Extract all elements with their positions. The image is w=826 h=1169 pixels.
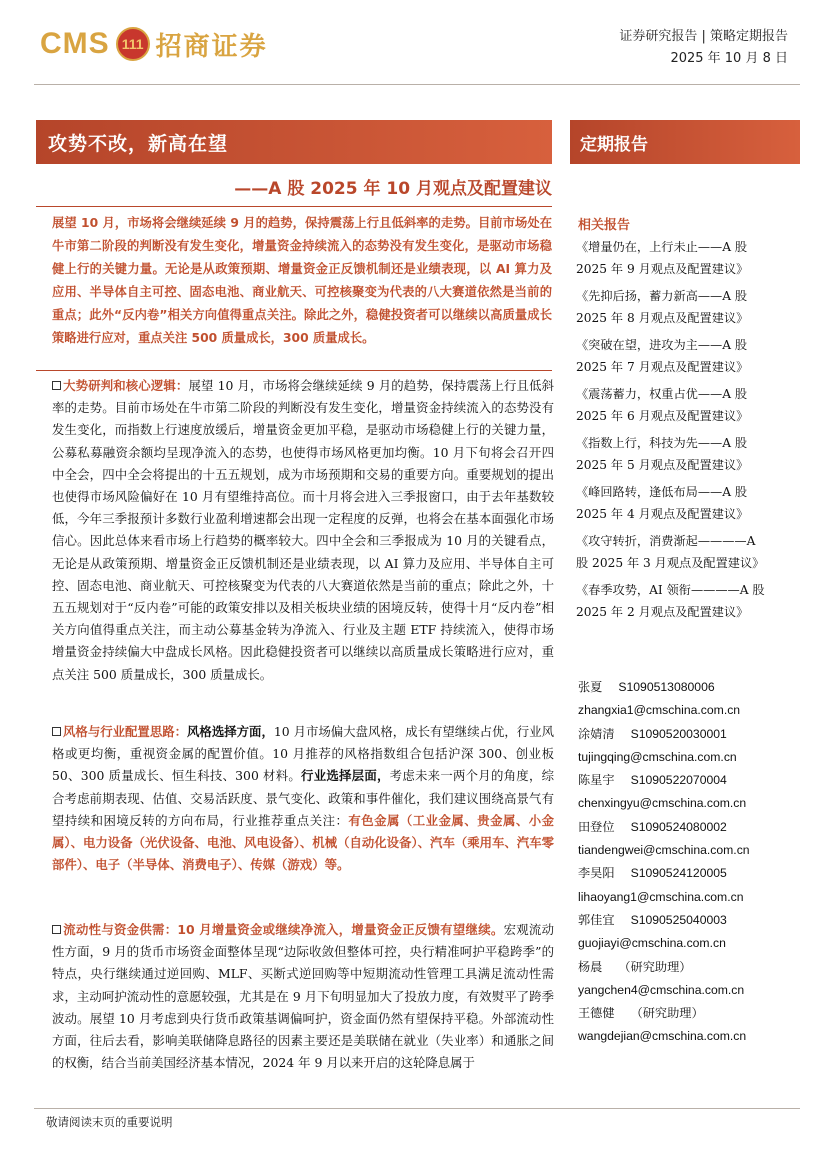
related-report-link[interactable]: 《增量仍在，上行未止——A 股 2025 年 9 月观点及配置建议》 — [576, 240, 749, 276]
logo-latin: CMS — [40, 27, 110, 60]
footer-note: 敬请阅读末页的重要说明 — [46, 1115, 173, 1129]
analyst-role: （研究助理） — [618, 959, 692, 974]
section-body: 10 月市场偏大盘风格，成长有望继续占优，行业风格或更均衡，重视资金属的配置价值。10 月推荐的风格指数组合包括沪深 300、创业板 50、300 质量成长、恒生科技、300 材料。 — [52, 724, 555, 784]
analyst-email[interactable]: wangdejian@cmschina.com.cn — [578, 1029, 747, 1044]
analyst-name-row — [578, 816, 798, 839]
analyst-email[interactable]: chenxingyu@cmschina.com.cn — [578, 796, 747, 811]
summary-divider — [36, 370, 552, 371]
section-style-industry — [52, 721, 554, 876]
related-reports-title: 相关报告 — [578, 218, 631, 233]
analyst-name-row — [578, 862, 798, 885]
analyst-email[interactable]: guojiayi@cmschina.com.cn — [578, 936, 726, 951]
analyst-name-row — [578, 723, 798, 746]
analyst-name: 杨晨 — [578, 959, 603, 974]
bold-phrase: 风格选择方面， — [187, 724, 274, 739]
analyst-email[interactable]: tujingqing@cmschina.com.cn — [578, 749, 737, 764]
checkbox-bullet-icon — [52, 727, 61, 736]
analyst-name-row — [578, 1002, 798, 1025]
analyst-role: （研究助理） — [630, 1006, 704, 1021]
analyst-code: S1090525040003 — [630, 912, 727, 927]
page-subtitle: ——A 股 2025 年 10 月观点及配置建议 — [234, 179, 552, 199]
company-logo — [40, 22, 268, 66]
analyst-email[interactable]: lihaoyang1@cmschina.com.cn — [578, 889, 744, 904]
title-band — [36, 120, 552, 164]
highlight-sectors: 有色金属（工业金属、贵金属、小金属）、电力设备（光伏设备、电池、风电设备）、机械（自动化设备）、汽车（乘用车、汽车零部件）、电子（半导体、消费电子）、传媒（游戏）等。 — [52, 812, 555, 873]
report-type: 证券研究报告 | 策略定期报告 — [619, 29, 788, 44]
logo-chinese: 招商证券 — [155, 31, 268, 62]
bold-phrase: 行业选择层面， — [301, 768, 390, 784]
related-report-link[interactable]: 《峰回路转，逢低布局——A 股 2025 年 4 月观点及配置建议》 — [576, 485, 749, 521]
analyst-name-row — [578, 676, 798, 699]
report-category: 定期报告 — [580, 134, 648, 155]
related-report-link[interactable]: 《指数上行，科技为先——A 股 2025 年 5 月观点及配置建议》 — [576, 436, 749, 472]
page-title: 攻势不改，新高在望 — [48, 132, 229, 155]
related-report-link[interactable]: 《震荡蓄力，权重占优——A 股 2025 年 6 月观点及配置建议》 — [576, 387, 749, 423]
related-report-link[interactable]: 《先抑后扬，蓄力新高——A 股 2025 年 8 月观点及配置建议》 — [576, 289, 749, 325]
analyst-name: 王德健 — [578, 1006, 615, 1021]
analyst-name-row — [578, 769, 798, 792]
header-meta — [619, 26, 788, 70]
analyst-code: S1090524080002 — [630, 819, 727, 834]
analyst-email[interactable]: zhangxia1@cmschina.com.cn — [578, 703, 741, 718]
related-reports-list — [576, 236, 790, 628]
analyst-code: S1090513080006 — [618, 680, 715, 694]
analyst-list — [578, 676, 798, 1049]
analyst-name-row — [578, 956, 798, 979]
analyst-code: S1090522070004 — [630, 773, 727, 788]
section-body: 宏观流动性方面，9 月的货币市场资金面整体呈现“边际收敛但整体可控，央行精准呵护平稳跨季”的特点，央行继续通过逆回购、MLF、买断式逆回购等中短期流动性管理工具满足流动性需求，主动呵护流动性的意愿较强，尤其是在 9 月下旬明显加大了投放力度，有效熨平了跨季波动。展望 10 月考虑到央行货币政策基调偏呵护，资金面仍然有望保持平稳。外部流动性方面，往后去看，影响美联储降息路径的因素主要还是美联储在就业（失业率）和通胀之间的权衡，结合当前美国经济基本情况，2024 年 9 月以来开启的这轮降息属于 — [52, 922, 555, 1071]
analyst-name-row — [578, 909, 798, 932]
analyst-name: 涂婧清 — [578, 726, 615, 741]
analyst-name: 张夏 — [578, 680, 603, 694]
analyst-code: S1090520030001 — [630, 726, 727, 741]
related-report-link[interactable]: 《春季攻势，AI 领衔————A 股 2025 年 2 月观点及配置建议》 — [576, 583, 765, 619]
footer-divider — [34, 1108, 800, 1109]
section-lead: 风格与行业配置思路： — [63, 724, 188, 739]
logo-badge-icon: 111 — [116, 27, 150, 61]
summary-text: 展望 10 月，市场将会继续延续 9 月的趋势，保持震荡上行且低斜率的走势。目前市场处在牛市第二阶段的判断没有发生变化，增量资金持续流入的态势没有发生变化，是驱动市场稳健上行的关键力量。无论是从政策预期、增量资金正反馈机制还是业绩表现，以 AI 算力及应用、半导体自主可控、固态电池、商业航天、可控核聚变为代表的八大赛道依然是当前的重点；此外“反内卷”相关方向值得重点关注。除此之外，稳健投资者可以继续以高质量成长策略进行应对，重点关注 500 质量成长，300 质量成长。 — [52, 216, 552, 345]
section-body: 展望 10 月，市场将会继续延续 9 月的趋势，保持震荡上行且低斜率的走势。目前市场处在牛市第二阶段的判断没有发生变化，增量资金持续流入的态势没有发生变化，而指数上行速度放缓后，增量资金更加平稳，是驱动市场稳健上行的关键力量，公募私募融资余额均呈现净流入的态势，也使得市场风格更加均衡。10 月下旬将会召开四中全会，四中全会将提出的十五五规划，成为市场预期和交易的重要方向。重要规划的提出也使得市场风险偏好在 10 月有望维持高位。而十月将会进入三季报窗口，由于去年基数较低，今年三季报预计多数行业盈利增速都会出现一定程度的反弹，也将会在基本面强化市场信心。因此总体来看市场上行趋势的概率较大。四中全会和三季报成为 10 月的关键看点，无论是从政策预期、增量资金正反馈机制还是业绩表现，以 AI 算力及应用、半导体自主可控、固态电池、商业航天、可控核聚变为代表的八大赛道依然是当前的重点；除此之外，十五五规划对于“反内卷”可能的政策安排以及相关板块业绩的困境反转，使得十月“反内卷”相关方向值得重点关注，而主动公募基金转为净流入、行业及主题 ETF 持续流入，使得市场增量资金持续偏大中盘成长风格。因此稳健投资者可以继续以高质量成长策略进行应对，重点关注 500 质量成长，300 质量成长。 — [52, 378, 555, 682]
analyst-name: 郭佳宜 — [578, 912, 615, 927]
related-report-link[interactable]: 《突破在望，进攻为主——A 股 2025 年 7 月观点及配置建议》 — [576, 338, 749, 374]
analyst-name: 田登位 — [578, 819, 615, 834]
header-divider — [34, 84, 800, 85]
analyst-name: 陈星宇 — [578, 773, 615, 788]
report-date: 2025 年 10 月 8 日 — [670, 51, 788, 66]
analyst-email[interactable]: tiandengwei@cmschina.com.cn — [578, 843, 750, 858]
section-liquidity — [52, 919, 554, 1074]
section-lead: 流动性与资金供需：10 月增量资金或继续净流入，增量资金正反馈有望继续。 — [63, 922, 504, 937]
section-lead: 大势研判和核心逻辑： — [63, 378, 189, 393]
checkbox-bullet-icon — [52, 925, 61, 934]
side-band — [570, 120, 800, 164]
section-body: 考虑未来一两个月的角度，综合考虑前期表现、估值、交易活跃度、景气变化、政策和事件催化，我们建议围绕高景气有望持续和困境反转的方向布局，行业推荐重点关注： — [52, 768, 555, 828]
related-report-link[interactable]: 《攻守转折，消费渐起————A 股 2025 年 3 月观点及配置建议》 — [576, 534, 765, 570]
analyst-name: 李昊阳 — [578, 866, 615, 881]
subtitle-divider — [36, 206, 552, 207]
analyst-email[interactable]: yangchen4@cmschina.com.cn — [578, 982, 745, 997]
analyst-code: S1090524120005 — [630, 866, 727, 881]
checkbox-bullet-icon — [52, 381, 61, 390]
section-market-outlook — [52, 375, 554, 686]
